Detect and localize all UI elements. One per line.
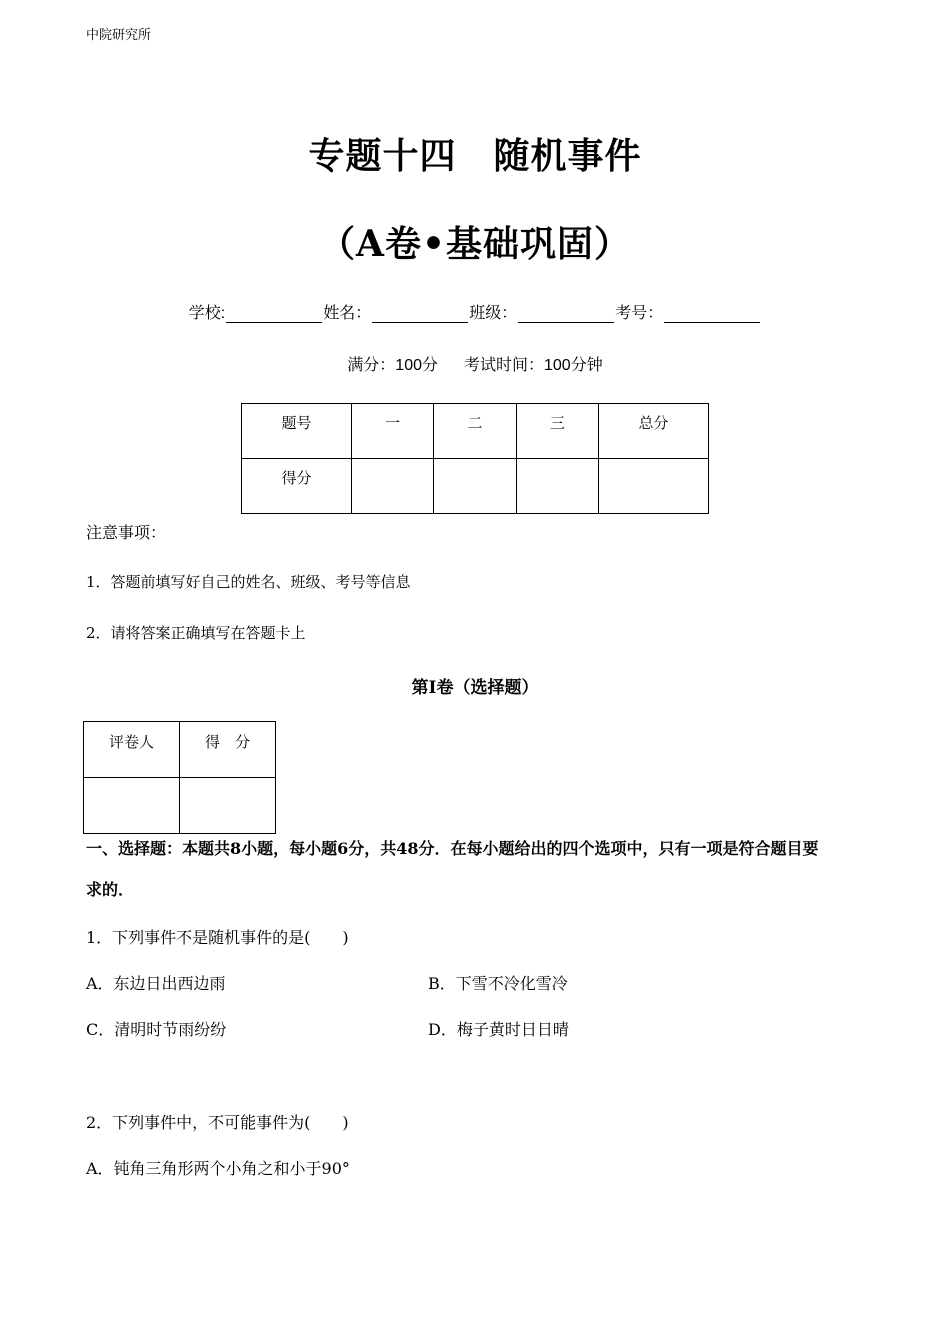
school-blank [226,306,322,323]
name-label: 姓名： [323,305,372,322]
exam-no-label: 考号： [615,305,664,322]
grader-reviewer-label: 评卷人 [84,722,180,778]
score-cell [434,459,517,514]
part1-instructions-cont: 求的． [86,880,135,899]
page-title: 专题十四 随机事件 [308,135,642,177]
part1-instructions: 一、选择题：本题共8小题，每小题6分，共48分．在每小题给出的四个选项中，只有一项是符合题目要 [86,839,819,858]
grader-table [83,721,276,834]
score-cell [599,459,709,514]
score-cell [517,459,599,514]
exam-no-blank [664,306,760,323]
score-table-header: 一 [352,404,434,459]
score-time-line [0,352,950,375]
student-info-line [0,300,950,323]
score-row-label: 得分 [242,459,352,514]
question-1-option-b: B．下雪不冷化雪冷 [428,974,568,993]
grader-cell [84,778,180,834]
score-cell [352,459,434,514]
grader-cell [180,778,276,834]
grader-score-label: 得 分 [180,722,276,778]
score-table-header: 总分 [599,404,709,459]
question-2-stem: 2．下列事件中，不可能事件为( ) [86,1113,349,1132]
section-title: 第Ⅰ卷（选择题） [411,678,539,698]
notice-item: 2．请将答案正确填写在答题卡上 [86,624,306,642]
name-blank [372,306,468,323]
notice-item: 1．答题前填写好自己的姓名、班级、考号等信息 [86,573,411,591]
score-table-header-row [242,404,709,459]
question-1-stem: 1．下列事件不是随机事件的是( ) [86,928,349,947]
score-table-header: 三 [517,404,599,459]
class-label: 班级： [469,305,518,322]
full-score: 满分：100分 [347,357,438,374]
exam-time: 考试时间：100分钟 [464,357,603,374]
score-table-header: 二 [434,404,517,459]
score-table [241,403,709,514]
question-1-option-c: C．清明时节雨纷纷 [86,1020,227,1039]
school-label: 学校: [188,305,226,322]
page-subtitle: （A卷•基础巩固） [319,223,631,265]
question-2-option-a: A．钝角三角形两个小角之和小于90° [86,1159,350,1178]
score-table-header: 题号 [242,404,352,459]
score-table-row [242,459,709,514]
question-1-option-d: D．梅子黄时日日晴 [428,1020,569,1039]
notice-title: 注意事项： [86,523,167,542]
header-org: 中院研究所 [86,28,152,43]
question-1-option-a: A．东边日出西边雨 [86,974,226,993]
class-blank [518,306,614,323]
